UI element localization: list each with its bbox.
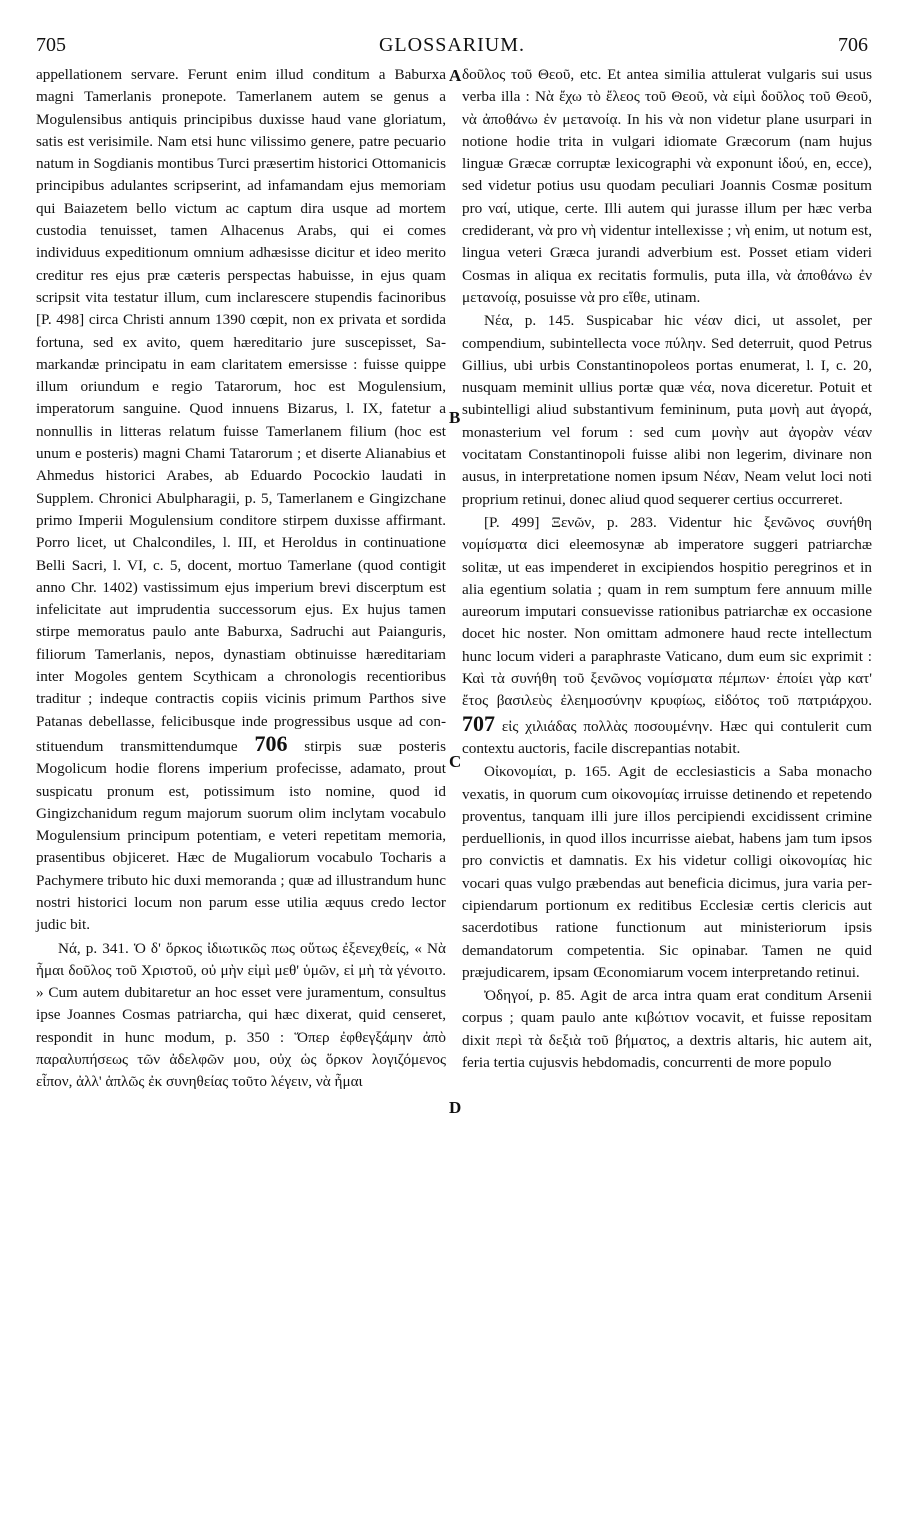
page-number-left: 705 [36, 34, 66, 56]
glossary-entry: Ὀδηγοί, p. 85. Agit de arca intra quam erat conditum Arsenii corpus ; quam paulo ante κιβώτιον vocavit, et fuisse repositam dixit περὶ τὰ δεξιὰ τοῦ βήματος, a dextris altaris, hic autem ait, feria tertia cujusvis hebdomadis, concurrenti de more populo [462, 987, 872, 1072]
margin-marker-d: D [449, 1098, 462, 1117]
page-number-right: 706 [838, 34, 868, 56]
margin-marker-c: C [449, 752, 462, 771]
running-header [36, 34, 868, 64]
paragraph-text: εἰς χιλιάδας πολλὰς ποσουμένην. Hæc qui contulerit cum contextu auctoris, facile discrepantias notabit. [462, 717, 872, 757]
margin-marker-b: B [449, 408, 461, 427]
paragraph-text: appellationem servare. Ferunt enim illud conditum a Baburxa magni Tamerlanis pronepote. Tamerlanem autem se genus a Mogulensibus antiquis principibus duxisse haud vane gloriatum, satis est verisimile. Nam etsi hunc vilissimo genere, patre pecuario natum in Sogdianis montibus Turci præsertim historici Ottomanicis principibus adulantes scripserint, ad infamandam ejus memoriam qui Baiazetem bello victum ac captum dira usque ad mortem custodia tenuisset, tamen Alhacenus Arabs, qui ei comes individuus expeditionum omnium adhæsisse dicitur et ideo merito creditur res ejus præ cæteris perspectas habuisse, in ejus quam scripsit vita testatur illum, cum inclarescere stupendis facinoribus [P. 498] circa Christi annum 1390 cœpit, non ex privata et sordida fortuna, sed ex avito, quem hæreditario jure suscepisset, Samarkandæ principatu in eam claritatem emersisse : fuisse quippe illum oriundum e regio Tatarorum, hoc est Mogulensium, imperatorum sanguine. Quod innuens Bizarus, l. IX, fatetur a nonnullis in litteras relatum fuisse Tamerlanem filium (hoc est unum e posteris) magni Chami Tatarorum ; et diserte Alianabius et Ahmedus historici Arabes, ab Eduardo Pocockio laudati in Supplem. Chronici Abulpharagii, p. 5, Tamerlanem e Gingizchane primo Imperii Mogulensium conditore stirpem duxisse affirmant. Porro licet, ut Chalcondiles, l. III, et Heroldus in continuatione Belli Sacri, l. VI, c. 5, docent, mortuo Tamerlane (quod contigit anno Chr. 1402) vastissimum ejus imperium brevi discerptum est infelicitate aut imprudentia successorum ejus. Ex hujus tamen stirpe memoratus paulo ante Baburxa, Sadruchi aut Paianguris, filiorum Tamerlanis, nepos, dynastiam obtinuisse hæreditariam inter Mogoles gentem Scythicam a chronologis recentioribus traditur ; indeque contractis copiis vicinis primum Parthos sive Patanas debellasse, felicibusque inde progressibus usque ad constituendum transmittendumque [36, 66, 446, 755]
glossary-entry [462, 512, 872, 760]
right-column [462, 64, 872, 1074]
glossary-entry: Νέα, p. 145. Suspicabar hic νέαν dici, ut assolet, per compendium, subintellecta voce πύλην. Sed deterruit, quod Petrus Gillius, ubi urbis Constantinopoleos portas enumerat, l. I, c. 20, nusquam meminit ullius portæ quæ νέα, nova diceretur. Potuit et subintelligi aliud substantivum femininum, puta μονὴ aut ἀγορά, monasterium vel forum : sed cum μονὴν aut ἀγορὰν νέαν vocitatam Constantinopoli fuisse alibi non legerim, divinare non ausus, in interpretatione nomen ipsum Νέαν, Neam velut loci noti proprium retinui, donec aliud quod sequerer certius occurreret. [462, 312, 872, 508]
paragraph-text: [P. 499] Ξενῶν, p. 283. Videntur hic ξενῶνος συνήθη νομίσματα dici eleemosynæ ab imperatore suggeri patriarchæ solitæ, ut eas impenderet in excipiendos hospitio peregrinos et in alia egentium solatia ; quam in rem sumptum fere annuum mille aureorum imputari consuevisse rationibus patriarchæ ex occasione docet hic noster. Non omittam admonere haud recte intellectum hunc locum videri a paraphraste Vaticano, dum eum sic exprimit : Καὶ τὰ συνήθη τοῦ ξενῶνος νομίσματα πέμπων· ἐποίει γὰρ κατ' ἔτος βασιλεὺς ἐλεημοσύνην κρυφίως, εἰδότος τοῦ πατριάρχου. [462, 513, 872, 710]
folio-number: 706 [254, 730, 288, 756]
running-title: GLOSSARIUM. [378, 34, 526, 56]
glossary-entry: Νά, p. 341. Ὁ δ' ὅρκος ἰδιωτικῶς πως οὕτως ἐξενεχθείς, « Νὰ ἦμαι δοῦλος τοῦ Χριστοῦ, οὐ μὴν εἰμὶ μεθ' ὑμῶν, εἰ μὴ τὰ γένοιτο. » Cum autem dubitaretur an hoc esset vere juramentum, consultus ipse Joannes Cosmas patriarcha, qui hæc dixerat, quid censeret, respondit in hunc modum, p. 350 : Ὅπερ ἐφθεγξάμην ἀπὸ παραλυπήσεως τῶν ἀδελφῶν μου, οὐχ ὡς ὅρκον λογιζόμενος εἶπον, ἀλλ' ἁπλῶς ἐκ συνηθείας τοῦτο λέγειν, νὰ ἦμαι [36, 939, 446, 1091]
paragraph-text: stirpis suæ posteris Mogolicum hodie florens imperium profecisse, adamato, prout suspicatu pronum est, potissimum isto nomine, quod id Gingizchanidum regum majorum suorum olim inclytam vocabulo Mogulensium principum potentiam, e veteri repetitam memoria, prasentibus objiceret. Hæc de Mugaliorum vocabulo Tocharis a Pachymere tributo hic duxi memoranda ; quæ ad illustrandum hunc nostri historici locum non parum esse utilia æquus credo lector judic bit. [36, 737, 446, 934]
paragraph [36, 64, 446, 937]
margin-marker-a: A [449, 66, 462, 85]
paragraph: δοῦλος τοῦ Θεοῦ, etc. Et antea similia attulerat vulgaris sui usus verba illa : Νὰ ἔχω τὸ ἔλεος τοῦ Θεοῦ, νὰ εἰμὶ δοῦλος τοῦ Θεοῦ, νὰ ἀποθάνω ἐν μετανοίᾳ. In his νὰ non videtur plane usurpari in notione hodie trita in vulgari idiomate Græcorum (nam hujus linguæ Græcæ corruptæ lexicographi νὰ exponunt ἰδού, en, ecce), sed videtur potius usu quodam peculiari Joannis Cosmæ positum pro ναί, utique, certe. Illi autem qui jurasse illum per hæc verba crediderant, νὰ pro νὴ videntur intellexisse ; νὴ enim, ut notum est, lingua veteri Græca jurandi adverbium est. Posset etiam videri Cosmas in aliqua ex recitatis formulis, puta illa, νὰ ἀποθάνω ἐν μετανοίᾳ, posuisse νὰ pro εἴθε, utinam. [462, 66, 872, 306]
left-column [36, 64, 446, 1094]
folio-number: 707 [462, 710, 495, 736]
glossary-entry: Οἰκονομίαι, p. 165. Agit de ecclesiasticis a Saba monacho vexatis, in quorum cum οἰκονομίας irruisse detinendo et repetendo proventus, tanquam illi jure illos percipiendi excidissent crimine perduellionis, in quod illos incurrisse aiebat, habens jam tum ipsos pro convictis et damnatis. Ex his videtur colligi οἰκονομίας hic vocari quas vulgo præbendas aut beneficia dicimus, jura varia percipiendarum portionum ex reditibus Ecclesiæ certis clericis aut sacerdotibus ratione functionum aut ministeriorum ipsis demandatorum competentia. Sic opinabar. Tamen ne quid præjudicarem, ipsam Œconomiarum vocem interpretando retinui. [462, 763, 872, 981]
